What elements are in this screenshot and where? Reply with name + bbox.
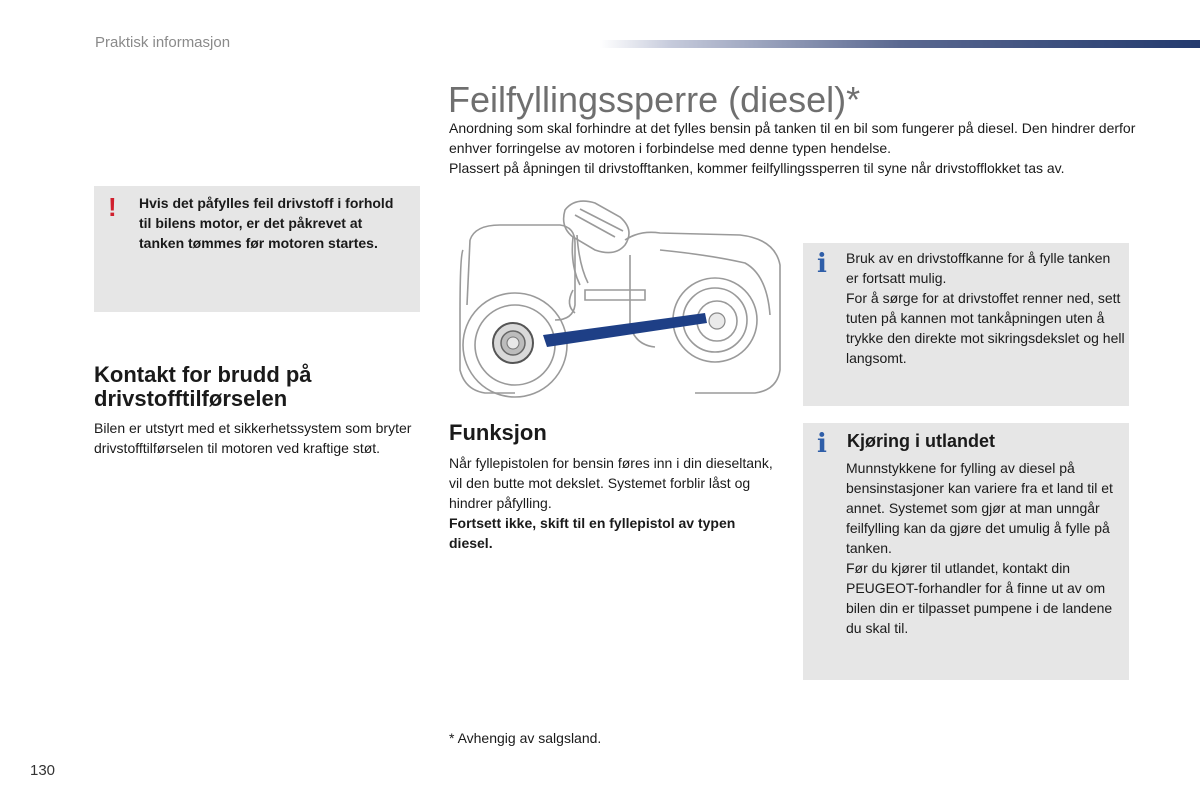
info-icon: i — [817, 249, 827, 279]
intro-paragraph-1: Anordning som skal forhindre at det fylles bensin på tanken til en bil som fungerer på diesel. Den hindrer derfor enhver forringelse av motoren i forbindelse med denne typen hendelse. — [449, 120, 1136, 156]
info1-paragraph-1: Bruk av en drivstoffkanne for å fylle tanken er fortsatt mulig. — [846, 250, 1111, 286]
warning-exclamation-icon: ! — [108, 192, 117, 222]
info-box-fuel-can-text — [846, 248, 1126, 368]
funksjon-text — [449, 453, 779, 553]
page-number: 130 — [30, 762, 56, 779]
info2-paragraph-2: Før du kjører til utlandet, kontakt din PEUGEOT-forhandler for å finne ut av om bilen din er tilpasset pumpene i de landene du skal til. — [846, 560, 1113, 636]
header-accent-bar — [600, 40, 1200, 48]
intro-paragraph-2: Plassert på åpningen til drivstofftanken, kommer feilfyllingssperren til syne når drivstofflokket tas av. — [449, 160, 1065, 176]
intro-text — [449, 118, 1149, 178]
abroad-heading: Kjøring i utlandet — [847, 431, 995, 451]
info2-paragraph-1: Munnstykkene for fylling av diesel på bensinstasjoner kan variere fra et land til et annet. Systemet som gjør at man unngår feilfylling kan da gjøre det umulig å fylle på tanken. — [846, 460, 1113, 556]
warning-text: Hvis det påfylles feil drivstoff i forhold til bilens motor, er det påkrevet at tanken tømmes før motoren startes. — [139, 195, 394, 251]
funksjon-paragraph: Når fyllepistolen for bensin føres inn i din dieseltank, vil den butte mot dekslet. Systemet forblir låst og hindrer påfylling. — [449, 455, 773, 511]
contact-heading: Kontakt for brudd på drivstofftilførselen — [94, 362, 312, 411]
footnote: * Avhengig av salgsland. — [449, 730, 602, 746]
funksjon-bold-instruction: Fortsett ikke, skift til en fyllepistol av typen diesel. — [449, 515, 736, 551]
fuel-filler-illustration — [455, 195, 790, 400]
section-label: Praktisk informasjon — [95, 34, 231, 51]
contact-text: Bilen er utstyrt med et sikkerhetssystem som bryter drivstofftilførselen til motoren ved kraftige støt. — [94, 420, 412, 456]
funksjon-heading: Funksjon — [449, 420, 547, 445]
page-title: Feilfyllingssperre (diesel)* — [448, 79, 861, 120]
info1-paragraph-2: For å sørge for at drivstoffet renner ned, sett tuten på kannen mot tankåpningen uten å trykke den direkte mot sikringsdekslet og hell langsomt. — [846, 290, 1125, 366]
info-box-abroad-text — [846, 458, 1126, 638]
info-icon: i — [817, 429, 827, 459]
